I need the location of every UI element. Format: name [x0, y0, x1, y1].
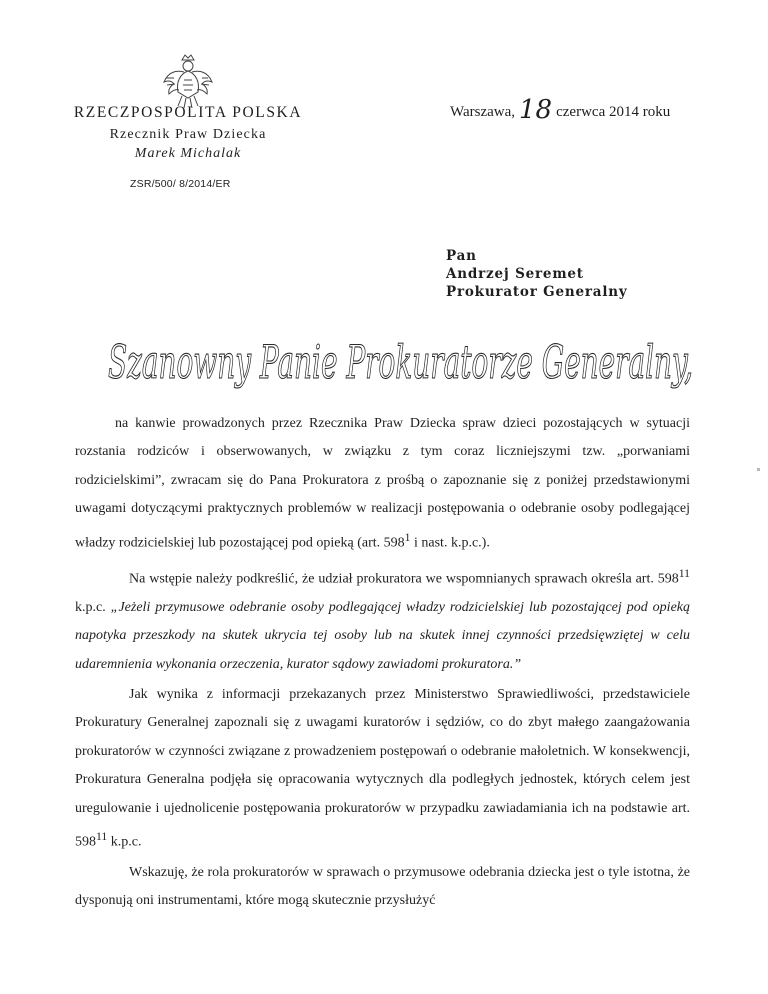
letter-date: [450, 93, 670, 123]
paragraph-2: Na wstępie należy podkreślić, że udział prokuratora we wspomnianych sprawach określa art. $598^{11}$ k.p.c. „Jeżeli przymusowe odebranie osoby podlegającej władzy rodzicielskiej lub pozostającej pod opieką napotyka przeszkody na skutek ukrycia tej osoby lub na skutek innej czynności przedsięwziętej w celu udaremnienia wykonania orzeczenia, kurator sądowy zawiadomi prokuratora.”: [75, 566, 690, 672]
handwritten-salutation: [108, 320, 708, 400]
letter-body: [75, 410, 690, 916]
date-day-handwritten: 18: [519, 95, 553, 125]
scan-speck: [757, 468, 760, 471]
salutation-text: Szanowny Panie Prokuratorze Generalny,: [108, 335, 693, 389]
date-city: Warszawa,: [450, 104, 516, 120]
paragraph-3: Jak wynika z informacji przekazanych przez Ministerstwo Sprawiedliwości, przedstawiciele Prokuratury Generalnej zapoznali się z uwagami kuratorów i sędziów, co do zbyt małego zaangażowania prokuratorów w czynności związane z prowadzeniem postępowań o odebranie małoletnich. W konsekwencji, Prokuratura Generalna podjęła się opracowania wytycznych dla podległych jednostek, których celem jest uregulowanie i ujednolicenie postępowania prokuratorów w przypadku zawiadamiania ich na podstawie art. $598^{11}$ k.p.c.: [75, 686, 690, 850]
date-month-year: czerwca 2014 roku: [556, 104, 671, 120]
reference-number: ZSR/500/ 8/2014/ER: [130, 178, 231, 190]
addressee-name: Andrzej Seremet: [446, 266, 584, 282]
office-title: Rzecznik Praw Dziecka: [109, 127, 267, 142]
official-name: Marek Michalak: [134, 146, 242, 161]
addressee-title: Pan: [446, 248, 477, 264]
paragraph-1: na kanwie prowadzonych przez Rzecznika Praw Dziecka spraw dzieci pozostających w sytuacji rozstania rodziców i obserwowanych, w związku z tym coraz liczniejszymi tzw. „porwaniami rodzicielskimi”, zwracam się do Pana Prokuratora z prośbą o zapoznanie się z poniżej przedstawionymi uwagami dotyczącymi praktycznych problemów w realizacji postępowania o odebranie osoby podlegającej władzy rodzicielskiej lub pozostającej pod opieką (art. $598^1$ i nast. k.p.c.).: [75, 416, 690, 551]
paragraph-4: Wskazuję, że rola prokuratorów w sprawach o przymusowe odebrania dziecka jest o tyle istotna, że dysponują oni instrumentami, które mogą skutecznie przysłużyć: [75, 865, 690, 909]
quoted-provision: „Jeżeli przymusowe odebranie osoby podlegającej władzy rodzicielskiej lub pozostającej pod opieką napotyka przeszkody na skutek ukrycia tej osoby lub na skutek innej czynności przedsięwziętej w celu udaremnienia wykonania orzeczenia, kurator sądowy zawiadomi prokuratora.”: [75, 599, 690, 672]
polish-eagle-emblem-icon: [162, 52, 214, 110]
addressee-position: Prokurator Generalny: [446, 284, 628, 300]
organization-name: RZECZPOSPOLITA POLSKA: [73, 104, 303, 121]
